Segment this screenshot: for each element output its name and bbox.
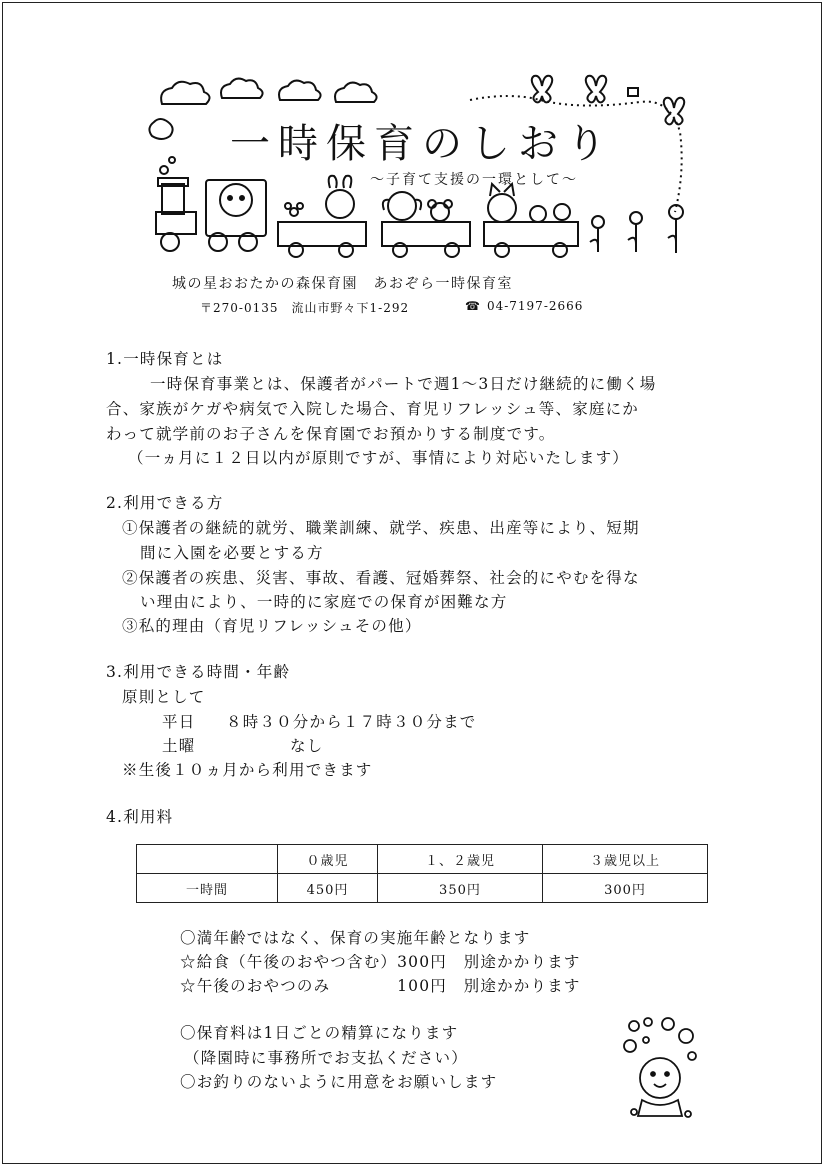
table-cell: 350円: [377, 874, 542, 903]
phone-number: 04-7197-2666: [486, 299, 584, 313]
table-header: ０歳児: [278, 845, 378, 874]
weekday-value: ８時３０分から１７時３０分まで: [226, 713, 477, 731]
table-cell: 一時間: [137, 874, 278, 903]
note-line: 〇保育料は1日ごとの精算になります: [180, 1024, 459, 1042]
weekday-label: 平日: [162, 713, 196, 731]
section-2-item: い理由により、一時的に家庭での保育が困難な方: [140, 593, 508, 611]
org-phone: [465, 299, 583, 313]
section-3-note: ※生後１０ヵ月から利用できます: [122, 761, 373, 779]
phone-icon: ☎: [465, 299, 481, 313]
child-bubbles-illustration: [620, 1016, 700, 1126]
fee-table: [136, 844, 708, 903]
org-name: 城の星おおたかの森保育園 あおぞら一時保育室: [172, 276, 513, 292]
table-cell: 300円: [542, 874, 707, 903]
table-row: [137, 845, 708, 874]
section-3-heading: 3.利用できる時間・年齢: [106, 663, 291, 681]
section-2-heading: 2.利用できる方: [106, 494, 224, 512]
note-line: ☆午後のおやつのみ 100円 別途かかります: [180, 977, 581, 995]
table-cell: 450円: [278, 874, 378, 903]
table-cell: [137, 845, 278, 874]
section-1-line: 一時保育事業とは、保護者がパートで週1～3日だけ継続的に働く場: [150, 375, 657, 393]
page-title: 一時保育のしおり: [230, 121, 614, 167]
table-row: [137, 874, 708, 903]
section-1-line: 合、家族がケガや病気で入院した場合、育児リフレッシュ等、家庭にか: [106, 400, 640, 418]
note-line: 〇お釣りのないように用意をお願いします: [180, 1073, 498, 1091]
note-line: 〇満年齢ではなく、保育の実施年齢となります: [180, 929, 531, 947]
section-1-heading: 1.一時保育とは: [106, 350, 224, 368]
section-1-line: わって就学前のお子さんを保育園でお預かりする制度です。: [106, 425, 556, 443]
section-2-item: ③私的理由（育児リフレッシュその他）: [122, 617, 422, 635]
section-2-item: ①保護者の継続的就労、職業訓練、就学、疾患、出産等により、短期: [122, 519, 640, 537]
note-line: ☆給食（午後のおやつ含む）300円 別途かかります: [180, 953, 581, 971]
table-header: ３歳児以上: [542, 845, 707, 874]
saturday-value: なし: [290, 737, 324, 755]
saturday-label: 土曜: [162, 737, 196, 755]
section-1-line: （一ヵ月に１２日以内が原則ですが、事情により対応いたします）: [128, 449, 630, 467]
section-2-item: ②保護者の疾患、災害、事故、看護、冠婚葬祭、社会的にやむを得な: [122, 569, 640, 587]
table-header: １、２歳児: [377, 845, 542, 874]
section-2-item: 間に入園を必要とする方: [140, 544, 324, 562]
org-address: 〒270-0135 流山市野々下1-292: [200, 301, 410, 315]
section-4-heading: 4.利用料: [106, 808, 174, 826]
flower-icon: [590, 205, 683, 253]
note-line: （降園時に事務所でお支払ください）: [184, 1049, 468, 1067]
section-3-principle: 原則として: [122, 688, 206, 706]
page-subtitle: ～子育て支援の一環として～: [370, 172, 578, 188]
